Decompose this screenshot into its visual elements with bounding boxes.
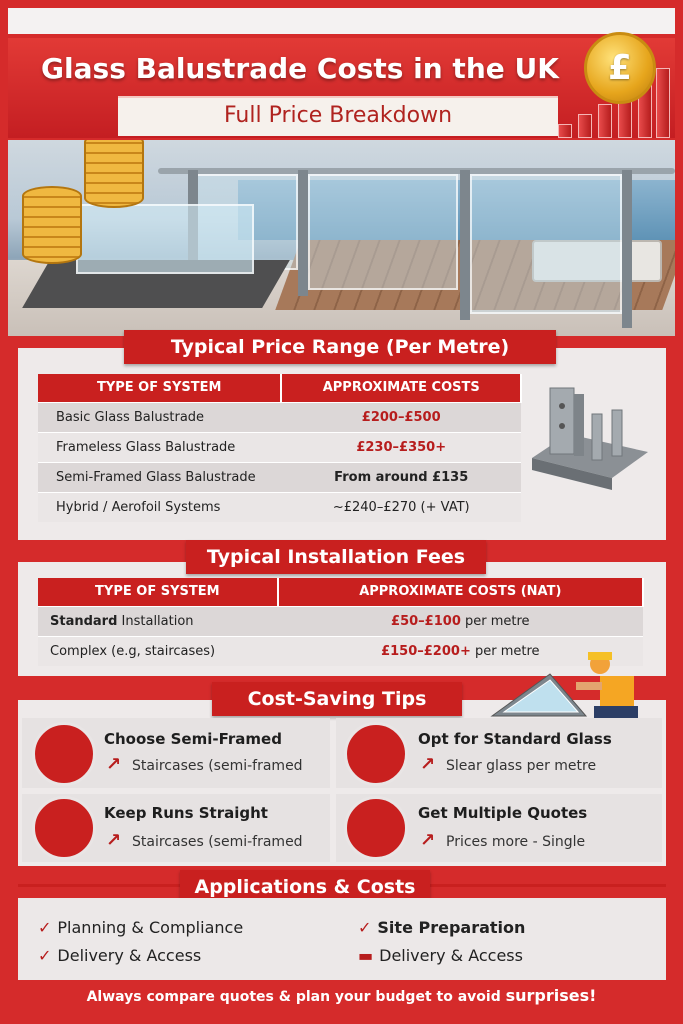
- section-heading-tips: Cost-Saving Tips: [212, 682, 462, 716]
- top-strip: [8, 8, 675, 34]
- system-type: Semi-Framed Glass Balustrade: [38, 462, 281, 492]
- system-cost: £150–£200+ per metre: [278, 636, 643, 666]
- semi-framed-glass-icon: [32, 722, 96, 786]
- checklist-icon: ✓: [358, 918, 372, 937]
- system-cost: £230–£350+: [281, 432, 521, 462]
- curved-arrow-icon: ↗: [106, 830, 122, 851]
- table-header-row: [38, 374, 521, 402]
- system-type: Hybrid / Aerofoil Systems: [38, 492, 281, 522]
- system-type: Complex (e.g, staircases): [38, 636, 278, 666]
- tip-title: Keep Runs Straight: [104, 804, 268, 822]
- hero-illustration: [8, 140, 675, 336]
- checkmark-icon: ✓: [38, 918, 52, 937]
- column-header: APPROXIMATE COSTS: [281, 374, 521, 402]
- tip-title: Choose Semi-Framed: [104, 730, 282, 748]
- table-row: [38, 402, 521, 432]
- curved-arrow-icon: ↗: [420, 830, 436, 851]
- application-item: ✓ Planning & Compliance: [38, 918, 244, 937]
- coin-stack-icon: [84, 140, 144, 208]
- column-header: TYPE OF SYSTEM: [38, 578, 278, 606]
- delivery-truck-icon: ▬: [358, 946, 374, 965]
- table-row: [38, 606, 643, 636]
- straight-run-balustrade-icon: [32, 796, 96, 860]
- column-header: TYPE OF SYSTEM: [38, 374, 281, 402]
- application-item: ✓ Site Preparation: [358, 918, 526, 937]
- system-type: Standard Installation: [38, 606, 278, 636]
- tip-description: Staircases (semi-framed: [132, 758, 303, 774]
- price-range-table: [38, 374, 522, 522]
- glass-panel: [308, 174, 458, 290]
- system-cost: £200–£500: [281, 402, 521, 432]
- pound-coin-icon: £: [584, 32, 656, 104]
- table-header-row: [38, 578, 643, 606]
- system-cost: £50–£100 per metre: [278, 606, 643, 636]
- section-heading-applications: Applications & Costs: [180, 870, 430, 904]
- tip-description: Prices more - Single: [446, 834, 586, 850]
- glass-panel: [470, 174, 622, 314]
- tip-description: Slear glass per metre: [446, 758, 597, 774]
- page-title: Glass Balustrade Costs in the UK: [41, 52, 559, 85]
- system-cost: ~£240–£270 (+ VAT): [281, 492, 521, 522]
- standard-glass-icon: [344, 722, 408, 786]
- system-cost: From around £135: [281, 462, 521, 492]
- applications-card: [18, 898, 666, 980]
- section-heading-price-range: Typical Price Range (Per Metre): [124, 330, 556, 364]
- table-row: [38, 432, 521, 462]
- rail-post: [460, 170, 470, 320]
- table-row: [38, 462, 521, 492]
- system-type: Basic Glass Balustrade: [38, 402, 281, 432]
- tip-title: Opt for Standard Glass: [418, 730, 612, 748]
- table-row: [38, 492, 521, 522]
- system-type: Frameless Glass Balustrade: [38, 432, 281, 462]
- footer-message: Always compare quotes & plan your budget to avoid surprises!: [86, 986, 597, 1005]
- tip-description: Staircases (semi-framed: [132, 834, 303, 850]
- application-item: ✓ Delivery & Access: [38, 946, 202, 965]
- tip-title: Get Multiple Quotes: [418, 804, 588, 822]
- application-item: ▬ Delivery & Access: [358, 946, 523, 965]
- rail-post: [298, 170, 308, 296]
- curved-arrow-icon: ↗: [106, 754, 122, 775]
- checkmark-icon: ✓: [38, 946, 52, 965]
- column-header: APPROXIMATE COSTS (NAT): [278, 578, 643, 606]
- coin-stack-icon: [22, 186, 82, 264]
- section-heading-installation: Typical Installation Fees: [186, 540, 486, 574]
- curved-arrow-icon: ↗: [420, 754, 436, 775]
- page-subtitle: Full Price Breakdown: [223, 103, 453, 128]
- sample-glass-panel: [76, 204, 254, 274]
- quote-checklist-icon: [344, 796, 408, 860]
- rail-post: [622, 170, 632, 328]
- glass-clamp-hardware-icon: [528, 380, 652, 492]
